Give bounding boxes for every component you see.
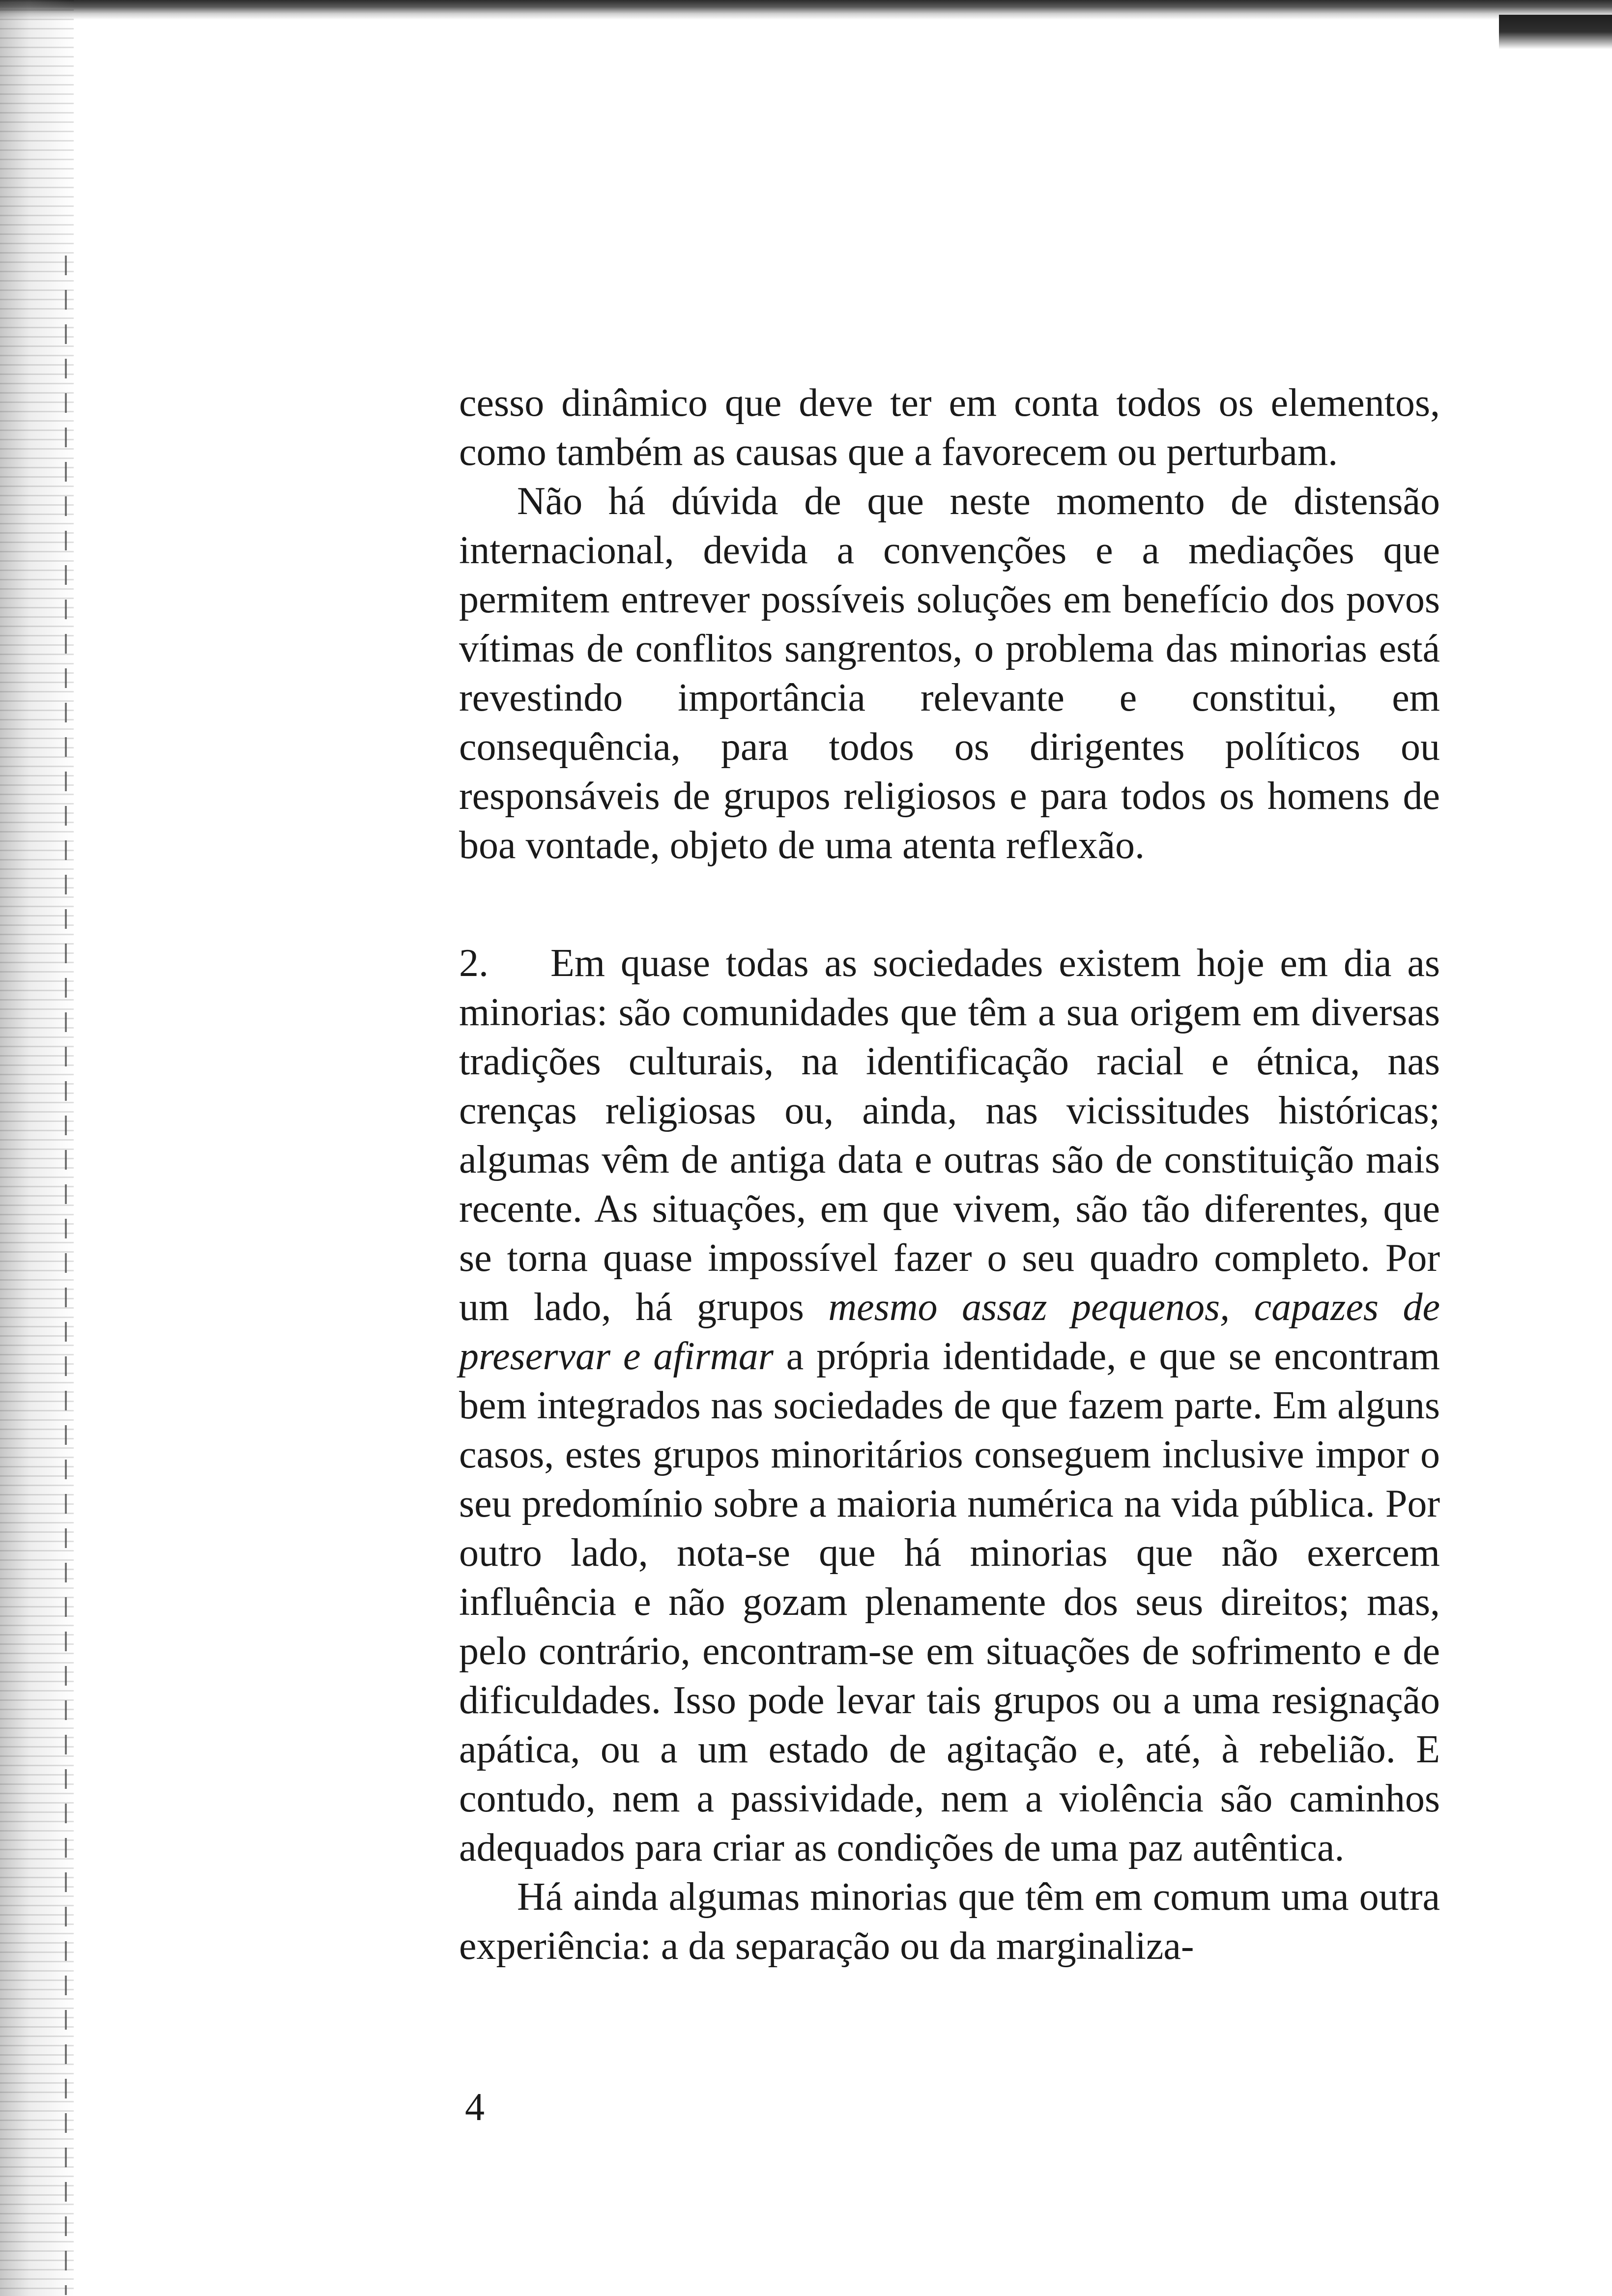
paragraph-continuation: cesso dinâmico que deve ter em conta todos os elementos, como também as causas que a favorecem ou perturbam. (459, 381, 1440, 474)
section-2-text-end: a própria identidade, e que se encontram bem integrados nas sociedades de que fazem parte. Em alguns casos, estes grupos minoritários conseguem inclusive impor o seu predomínio sobre a maioria numérica na vida pública. Por outro lado, nota-se que há minorias que não exercem influência e não gozam plenamente dos seus direitos; mas, pelo contrário, encontram-se em situações de sofrimento e de dificuldades. Isso pode levar tais grupos ou a uma resignação apática, ou a um estado de agitação e, até, à rebelião. E contudo, nem a passividade, nem a violência são caminhos adequados para criar as condições de uma paz autêntica. (459, 1335, 1440, 1869)
paragraph-section-2 (459, 939, 1440, 1872)
scan-top-edge (0, 0, 1612, 20)
section-2-text-start: Em quase todas as sociedades existem hoje em dia as minorias: são comunidades que têm a sua origem em diversas tradições culturais, na identificação racial e étnica, nas crenças religiosas ou, ainda, nas vicissitudes históricas; algumas vêm de antiga data e outras são de constituição mais recente. As situações, em que vivem, são tão diferentes, que se torna quase impossível fazer o seu quadro completo. Por um lado, há grupos (459, 942, 1440, 1329)
paragraph-marginalization: Há ainda algumas minorias que têm em comum uma outra experiência: a da separação ou da marginaliza- (459, 1875, 1440, 1968)
scan-left-edge (0, 0, 74, 2296)
page-number: 4 (465, 2086, 485, 2129)
document-body (459, 378, 1440, 1971)
paragraph-minorities-relevance: Não há dúvida de que neste momento de distensão internacional, devida a convenções e a mediações que permitem entrever possíveis soluções em benefício dos povos vítimas de conflitos sangrentos, o problema das minorias está revestindo importância relevante e constitui, em consequência, para todos os dirigentes políticos ou responsáveis de grupos religiosos e para todos os homens de boa vontade, objeto de uma atenta reflexão. (459, 480, 1440, 867)
section-2-italic-text: mesmo assaz pequenos, capazes de preservar e afirmar (459, 1286, 1440, 1378)
scan-binding-shadow (65, 256, 67, 2295)
section-number: 2. (459, 942, 489, 985)
